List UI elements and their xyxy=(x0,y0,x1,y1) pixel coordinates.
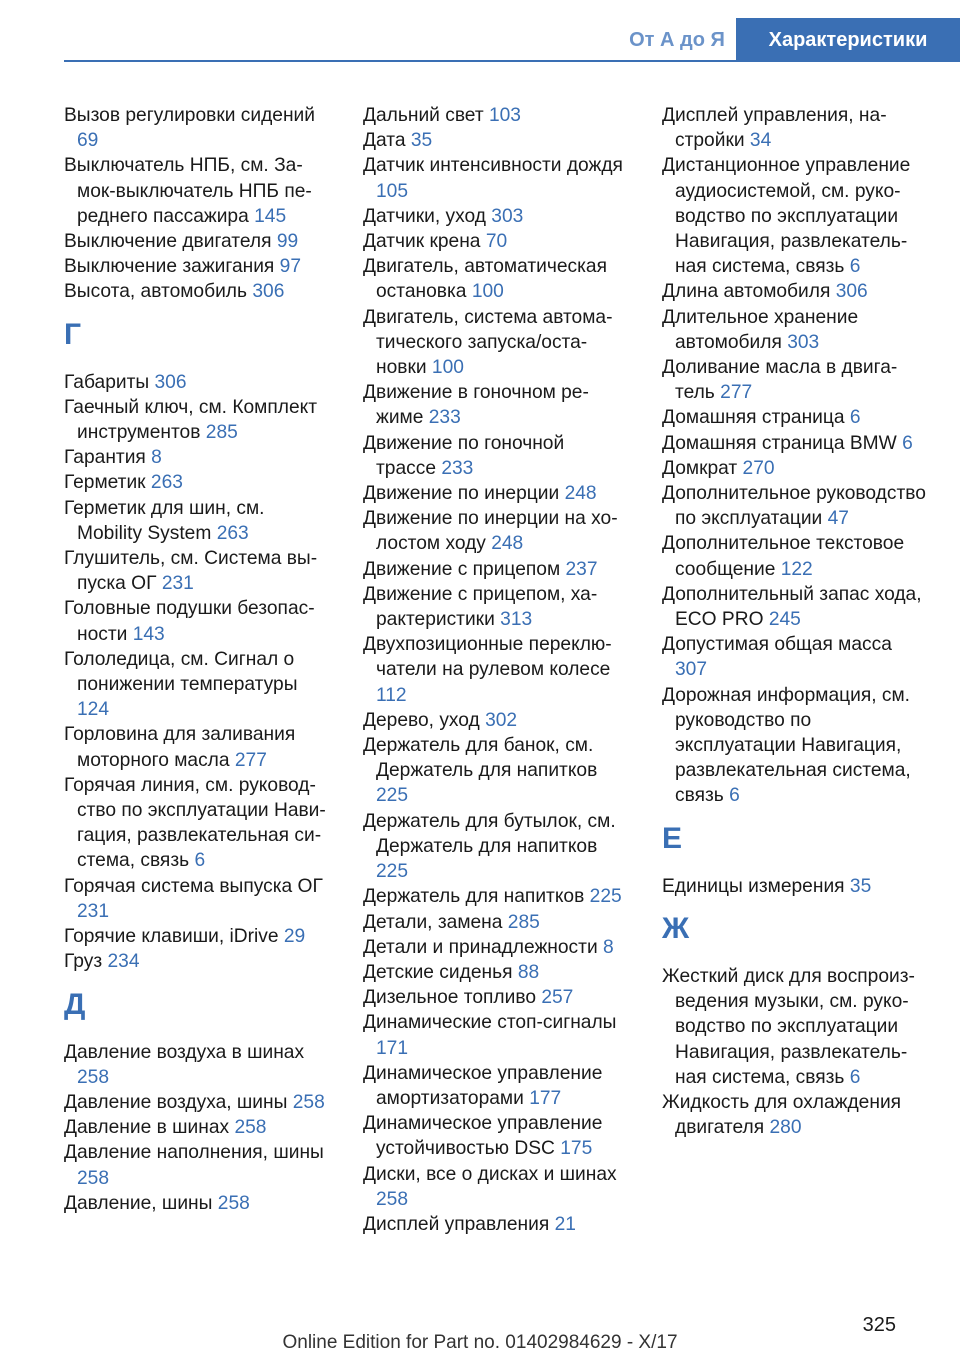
index-entry xyxy=(363,632,629,708)
index-entry xyxy=(662,305,928,355)
index-page-link[interactable]: 257 xyxy=(541,987,574,1009)
index-entry-text: Гаечный ключ, см. Комплект инструментов xyxy=(64,396,318,444)
index-entry-text: Выключение зажигания xyxy=(64,256,275,278)
index-entry xyxy=(64,1115,330,1140)
index-entry-text: Динамическое управление амортизаторами xyxy=(363,1062,603,1109)
index-entry-text: Герметик для шин, см. Mobility System xyxy=(64,497,265,544)
index-page-link[interactable]: 302 xyxy=(485,709,518,731)
index-entry-text: Высота, автомобиль xyxy=(64,281,248,303)
index-entry-text: Двигатель, система автоматического запуска/остановки xyxy=(363,306,613,379)
index-entry xyxy=(64,496,330,546)
index-entry xyxy=(363,582,629,632)
index-page-link[interactable]: 258 xyxy=(77,1066,110,1088)
index-entry xyxy=(662,405,928,430)
index-entry-text: Датчик крена xyxy=(363,231,481,253)
index-entry xyxy=(64,924,330,949)
index-entry xyxy=(64,445,330,470)
index-page-link[interactable]: 248 xyxy=(491,533,524,555)
index-page-link[interactable]: 70 xyxy=(485,231,508,253)
index-page-link[interactable]: 258 xyxy=(234,1117,267,1139)
index-entry-text: Движение в гоночном режиме xyxy=(363,382,589,429)
index-entry xyxy=(662,355,928,405)
index-entry xyxy=(64,647,330,723)
index-page-link[interactable]: 258 xyxy=(217,1192,250,1214)
index-page-link[interactable]: 8 xyxy=(603,936,614,958)
index-entry-text: Динамические стоп-сигналы xyxy=(363,1012,617,1034)
index-entry xyxy=(363,1010,629,1060)
index-entry xyxy=(363,481,629,506)
index-entry-text: Горячая линия, см. руководство по эксплуатации Навигация, развлекательная система, связь xyxy=(64,774,326,872)
index-entry xyxy=(64,1191,330,1216)
index-entry-text: Давление воздуха в шинах xyxy=(64,1041,305,1063)
page-header xyxy=(0,0,960,62)
index-entry xyxy=(662,456,928,481)
index-entry xyxy=(363,254,629,304)
index-entry-text: Герметик xyxy=(64,472,146,494)
index-entry xyxy=(363,506,629,556)
index-entry-text: Допустимая общая масса xyxy=(662,634,892,656)
index-entry-text: Движение с прицепом xyxy=(363,558,561,580)
section-tab-specifications[interactable]: Характеристики xyxy=(736,18,960,62)
index-entry xyxy=(64,596,330,646)
index-entry-text: Держатель для банок, см. Держатель для напитков xyxy=(363,735,598,782)
index-page-link[interactable]: 306 xyxy=(252,281,285,303)
index-entry-text: Детали, замена xyxy=(363,911,503,933)
index-page-link[interactable]: 225 xyxy=(589,886,622,908)
index-entry-text: Датчик интенсивности дождя xyxy=(363,155,623,177)
index-entry-text: Динамическое управление устойчивостью DSC xyxy=(363,1113,603,1160)
index-page-link[interactable]: 277 xyxy=(234,749,267,771)
index-page-link[interactable]: 103 xyxy=(488,105,521,126)
index-entry-text: Горловина для заливания моторного масла xyxy=(64,724,296,771)
index-entry-text: Диски, все о дисках и шинах xyxy=(363,1163,617,1185)
index-column-1 xyxy=(64,103,330,1216)
index-page-link[interactable]: 171 xyxy=(376,1037,409,1059)
index-entry-text: Горячая система выпуска ОГ xyxy=(64,875,323,897)
index-page-link[interactable]: 225 xyxy=(376,861,409,883)
index-page-link[interactable]: 6 xyxy=(849,407,861,429)
index-page-link[interactable]: 306 xyxy=(835,281,868,303)
index-column-2 xyxy=(363,103,629,1237)
index-entry xyxy=(363,128,629,153)
index-entry xyxy=(363,380,629,430)
index-entry xyxy=(662,632,928,682)
index-page-link[interactable]: 99 xyxy=(276,231,299,253)
index-entry-text: Глушитель, см. Система выпуска ОГ xyxy=(64,548,318,595)
footer-edition: Online Edition for Part no. 01402984629 - X/17 xyxy=(282,1332,678,1353)
index-entry xyxy=(64,546,330,596)
index-page-link[interactable]: 88 xyxy=(517,961,540,983)
index-entry-text: Дорожная информация, см. руководство по эксплуатации Навигация, развлекательная система, связь xyxy=(662,684,911,807)
index-page-link[interactable]: 258 xyxy=(292,1091,325,1113)
index-entry xyxy=(64,370,330,395)
index-entry-text: Держатель для бутылок, см. Держатель для напитков xyxy=(363,810,616,857)
index-page-link[interactable]: 21 xyxy=(554,1213,576,1235)
index-entry-text: Дальний свет xyxy=(363,105,484,126)
index-entry-text: Двигатель, автоматическая остановка xyxy=(363,256,607,303)
index-entry xyxy=(363,884,629,909)
index-page-link[interactable]: 143 xyxy=(132,623,165,645)
index-letter-heading: Г xyxy=(64,317,82,351)
index-entry-text: Дисплей управления, настройки xyxy=(662,105,887,152)
index-entry xyxy=(363,1061,629,1111)
index-entry-text: Дополнительное текстовое сообщение xyxy=(662,533,905,580)
index-page-link[interactable]: 313 xyxy=(500,609,533,631)
index-page-link[interactable]: 29 xyxy=(283,926,306,948)
index-entry-text: Головные подушки безопасности xyxy=(64,598,315,645)
index-page-link[interactable]: 100 xyxy=(431,357,464,379)
index-entry xyxy=(363,1162,629,1212)
index-entry-text: Давление наполнения, шины xyxy=(64,1142,324,1164)
index-entry-text: Детали и принадлежности xyxy=(363,936,598,958)
index-entry xyxy=(64,949,330,974)
index-entry xyxy=(64,153,330,229)
index-entry-text: Двухпозиционные переключатели на рулевом колесе xyxy=(363,634,612,681)
index-entry xyxy=(662,153,928,279)
index-entry-text: Гарантия xyxy=(64,447,146,469)
index-page-link[interactable]: 248 xyxy=(564,483,597,505)
index-page-link[interactable]: 175 xyxy=(560,1138,593,1160)
index-entry-text: Дизельное топливо xyxy=(363,987,536,1009)
index-page-link[interactable]: 177 xyxy=(529,1087,562,1109)
index-entry-text: Жесткий диск для воспроизведения музыки, см. руководство по эксплуатации Навигация, развлекательная система, связь xyxy=(662,965,915,1088)
index-page-link[interactable]: 225 xyxy=(376,785,409,807)
section-tab-a-to-z[interactable]: От А до Я xyxy=(629,28,725,51)
index-entry xyxy=(64,254,330,279)
index-page-link[interactable]: 303 xyxy=(787,331,820,353)
index-entry-text: Дерево, уход xyxy=(363,709,480,731)
index-entry-text: Движение с прицепом, характеристики xyxy=(363,583,598,631)
index-letter-heading: Ж xyxy=(662,911,690,945)
index-entry xyxy=(662,874,928,899)
index-entry xyxy=(64,103,330,153)
index-entry-text: Детские сиденья xyxy=(363,961,513,983)
index-letter-heading: Е xyxy=(662,821,683,855)
index-entry-text: Выключение двигателя xyxy=(64,231,272,253)
index-entry-text: Дисплей управления xyxy=(363,1213,550,1235)
index-entry xyxy=(363,733,629,809)
index-entry-text: Движение по инерции xyxy=(363,483,560,505)
index-page-link[interactable]: 258 xyxy=(376,1188,409,1210)
index-page-link[interactable]: 34 xyxy=(749,130,772,152)
index-entry xyxy=(363,153,629,203)
index-entry-text: Горячие клавиши, iDrive xyxy=(64,926,279,948)
index-entry-text: Длина автомобиля xyxy=(662,281,831,303)
index-entry-text: Дата xyxy=(363,130,406,152)
index-page-link[interactable]: 112 xyxy=(376,684,407,706)
index-entry xyxy=(662,582,928,632)
index-entry-text: Движение по инерции на холостом ходу xyxy=(363,508,618,555)
index-entry-text: Длительное хранение автомобиля xyxy=(662,306,859,353)
index-page-link[interactable]: 6 xyxy=(849,1066,861,1088)
index-entry xyxy=(64,722,330,772)
index-page-link[interactable]: 69 xyxy=(77,130,99,152)
index-page-link[interactable]: 277 xyxy=(720,382,753,404)
index-page-link[interactable]: 97 xyxy=(279,256,302,278)
index-entry xyxy=(662,531,928,581)
index-entry-text: Домашняя страница BMW xyxy=(662,432,897,454)
index-page-link[interactable]: 285 xyxy=(507,911,540,933)
index-entry-text: Давление воздуха, шины xyxy=(64,1091,288,1113)
index-entry xyxy=(363,809,629,885)
index-entry xyxy=(363,204,629,229)
index-page-link[interactable]: 231 xyxy=(77,900,110,922)
index-page-link[interactable]: 263 xyxy=(216,522,249,544)
index-page-link[interactable]: 47 xyxy=(827,508,849,530)
index-page-link[interactable]: 303 xyxy=(491,205,524,227)
index-entry xyxy=(363,557,629,582)
index-entry-text: Габариты xyxy=(64,371,150,393)
index-page-link[interactable]: 245 xyxy=(768,609,801,631)
index-page-link[interactable]: 6 xyxy=(729,785,740,807)
index-letter-heading: Д xyxy=(64,987,86,1021)
index-entry xyxy=(662,103,928,153)
index-entry xyxy=(64,874,330,924)
index-entry xyxy=(363,1111,629,1161)
index-entry-text: Датчики, уход xyxy=(363,205,486,227)
index-column-3 xyxy=(662,103,928,1140)
index-page-link[interactable]: 263 xyxy=(150,472,183,494)
index-page-link[interactable]: 233 xyxy=(428,407,461,429)
index-entry-text: Выключатель НПБ, см. Замок-выключатель НПБ переднего пассажира xyxy=(64,155,312,227)
index-entry xyxy=(64,1090,330,1115)
index-entry-text: Груз xyxy=(64,951,103,973)
index-page-link[interactable]: 307 xyxy=(675,659,708,681)
index-entry xyxy=(64,229,330,254)
index-page-link[interactable]: 105 xyxy=(376,180,409,202)
index-page-link[interactable]: 306 xyxy=(154,371,187,393)
index-entry xyxy=(662,279,928,304)
header-rule xyxy=(64,60,960,62)
index-entry-text: Дополнительное руководство по эксплуатации xyxy=(662,483,926,530)
index-entry xyxy=(662,683,928,809)
index-entry xyxy=(363,708,629,733)
index-entry-text: Домкрат xyxy=(662,457,738,479)
index-entry-text: Вызов регулировки сидений xyxy=(64,105,315,126)
index-page-link[interactable]: 237 xyxy=(565,558,598,580)
index-page-link[interactable]: 122 xyxy=(780,558,813,580)
index-entry xyxy=(363,103,629,128)
index-entry-text: Жидкость для охлаждения двигателя xyxy=(662,1091,902,1139)
page-number: 325 xyxy=(862,1314,896,1336)
index-entry xyxy=(662,1090,928,1140)
index-entry-text: Движение по гоночной трассе xyxy=(363,432,565,479)
index-page-link[interactable]: 35 xyxy=(849,875,872,897)
index-page-link[interactable]: 234 xyxy=(107,951,140,973)
index-page-link[interactable]: 6 xyxy=(194,850,206,872)
index-entry xyxy=(363,305,629,381)
index-entry-text: Домашняя страница xyxy=(662,407,845,429)
index-entry-text: Гололедица, см. Сигнал о понижении температуры xyxy=(64,648,298,696)
index-page-link[interactable]: 280 xyxy=(769,1117,802,1139)
index-entry-text: Единицы измерения xyxy=(662,875,845,897)
index-entry xyxy=(363,960,629,985)
index-entry-text: Дополнительный запас хода, ECO PRO xyxy=(662,583,922,631)
index-page-link[interactable]: 145 xyxy=(254,205,287,227)
index-entry xyxy=(64,1040,330,1090)
index-entry xyxy=(363,910,629,935)
index-entry xyxy=(64,773,330,874)
index-entry xyxy=(64,470,330,495)
index-entry xyxy=(64,279,330,304)
index-entry xyxy=(662,964,928,1090)
index-entry xyxy=(363,985,629,1010)
index-entry xyxy=(363,431,629,481)
index-entry-text: Давление в шинах xyxy=(64,1117,230,1139)
index-page-link[interactable]: 6 xyxy=(849,256,861,278)
index-page-link[interactable]: 100 xyxy=(471,281,504,303)
index-entry xyxy=(662,431,928,456)
index-page-link[interactable]: 124 xyxy=(77,699,110,721)
index-page-link[interactable]: 35 xyxy=(410,130,433,152)
index-page-link[interactable]: 233 xyxy=(441,457,474,479)
index-entry xyxy=(363,229,629,254)
index-page-link[interactable]: 6 xyxy=(902,432,913,454)
index-page-link[interactable]: 8 xyxy=(151,447,162,469)
index-page-link[interactable]: 231 xyxy=(161,573,194,595)
index-entry-text: Доливание масла в двигатель xyxy=(662,357,898,404)
index-entry-text: Дистанционное управление аудиосистемой, см. руководство по эксплуатации Навигация, развлекательная система, связь xyxy=(662,155,911,278)
index-page-link[interactable]: 270 xyxy=(742,457,775,479)
index-page-link[interactable]: 285 xyxy=(205,422,238,444)
index-entry xyxy=(363,935,629,960)
index-entry-text: Давление, шины xyxy=(64,1192,213,1214)
index-entry-text: Держатель для напитков xyxy=(363,886,585,908)
index-entry xyxy=(64,395,330,445)
index-entry xyxy=(363,1212,629,1237)
index-entry xyxy=(662,481,928,531)
index-page-link[interactable]: 258 xyxy=(77,1167,110,1189)
index-entry xyxy=(64,1140,330,1190)
